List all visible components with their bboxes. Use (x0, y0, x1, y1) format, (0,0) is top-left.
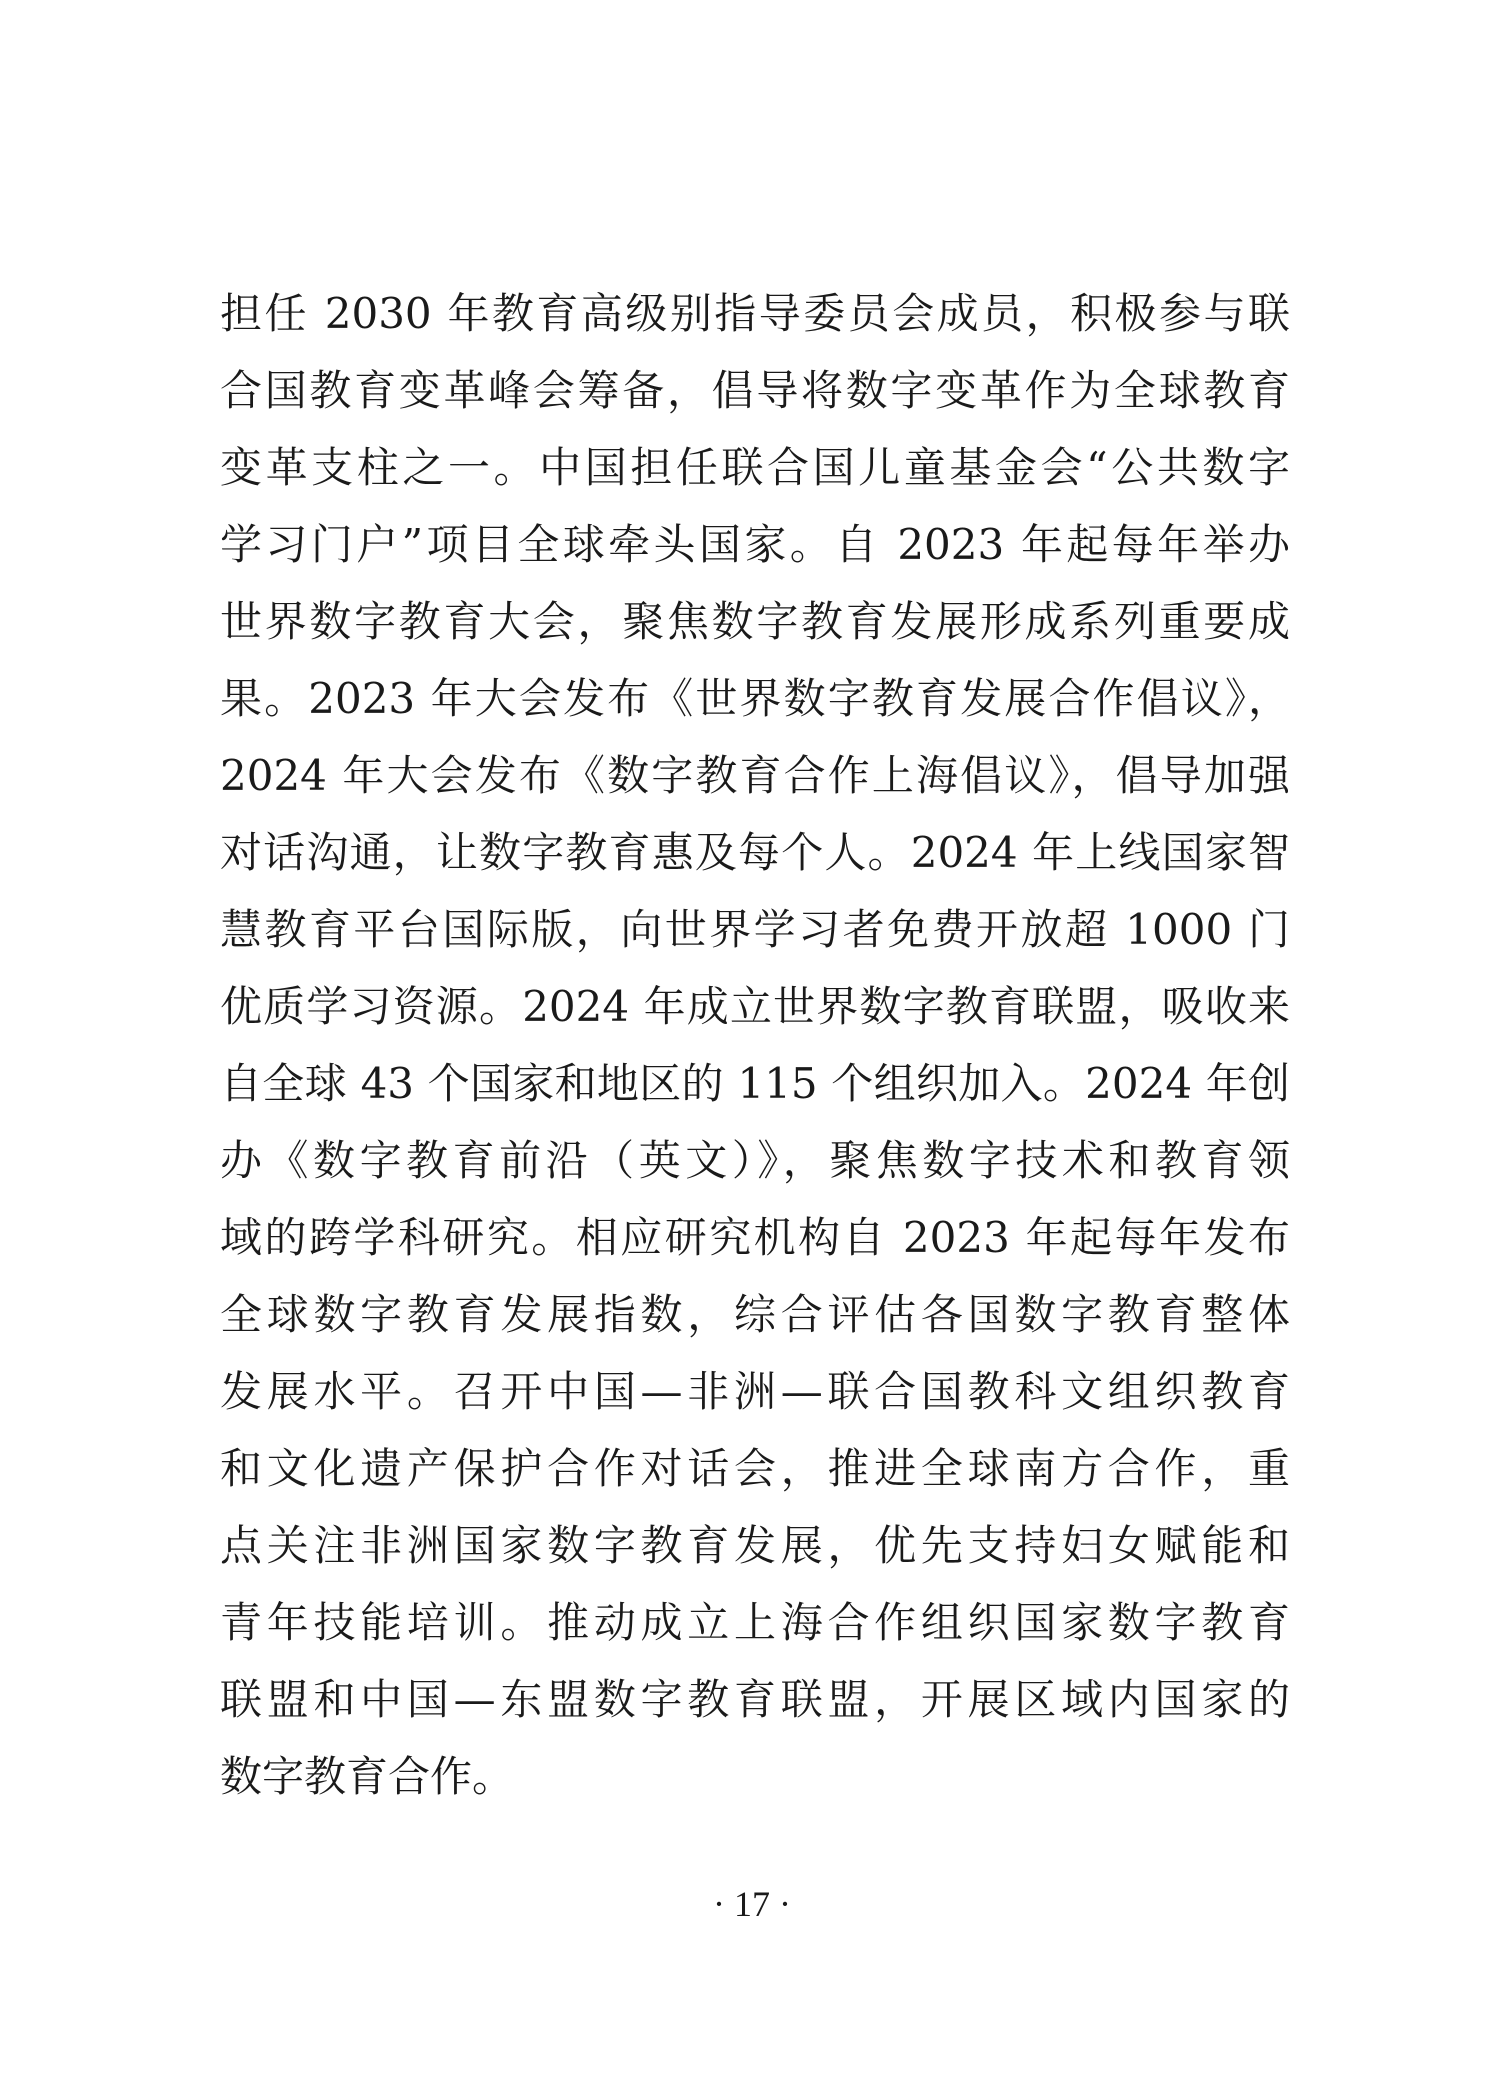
text-line: 学习门户”项目全球牵头国家。自 2023 年起每年举办 (220, 520, 1290, 569)
text-line: 担任 2030 年教育高级别指导委员会成员，积极参与联 (220, 289, 1290, 338)
text-line: 办《数字教育前沿（英文）》，聚焦数字技术和教育领 (220, 1136, 1290, 1185)
text-line: 优质学习资源。2024 年成立世界数字教育联盟，吸收来 (220, 982, 1290, 1031)
text-line: 世界数字教育大会，聚焦数字教育发展形成系列重要成 (220, 597, 1290, 646)
text-line: 果。2023 年大会发布《世界数字教育发展合作倡议》， (220, 674, 1290, 723)
text-line: 变革支柱之一。中国担任联合国儿童基金会“公共数字 (220, 443, 1290, 492)
text-line: 全球数字教育发展指数，综合评估各国数字教育整体 (220, 1290, 1290, 1339)
text-line: 域的跨学科研究。相应研究机构自 2023 年起每年发布 (220, 1213, 1290, 1262)
body-paragraph (220, 275, 1290, 1815)
text-line: 联盟和中国—东盟数字教育联盟，开展区域内国家的 (220, 1675, 1290, 1724)
text-line: 和文化遗产保护合作对话会，推进全球南方合作，重 (220, 1444, 1290, 1493)
text-line: 2024 年大会发布《数字教育合作上海倡议》，倡导加强 (220, 751, 1290, 800)
text-line: 慧教育平台国际版，向世界学习者免费开放超 1000 门 (220, 905, 1290, 954)
text-line: 合国教育变革峰会筹备，倡导将数字变革作为全球教育 (220, 366, 1290, 415)
text-line: 自全球 43 个国家和地区的 115 个组织加入。2024 年创 (220, 1059, 1290, 1108)
text-line: 对话沟通，让数字教育惠及每个人。2024 年上线国家智 (220, 828, 1290, 877)
text-line: 发展水平。召开中国—非洲—联合国教科文组织教育 (220, 1367, 1290, 1416)
text-line-last: 数字教育合作。 (220, 1752, 515, 1801)
text-line: 青年技能培训。推动成立上海合作组织国家数字教育 (220, 1598, 1290, 1647)
page-number: · 17 · (713, 1884, 791, 1924)
text-line: 点关注非洲国家数字教育发展，优先支持妇女赋能和 (220, 1521, 1290, 1570)
